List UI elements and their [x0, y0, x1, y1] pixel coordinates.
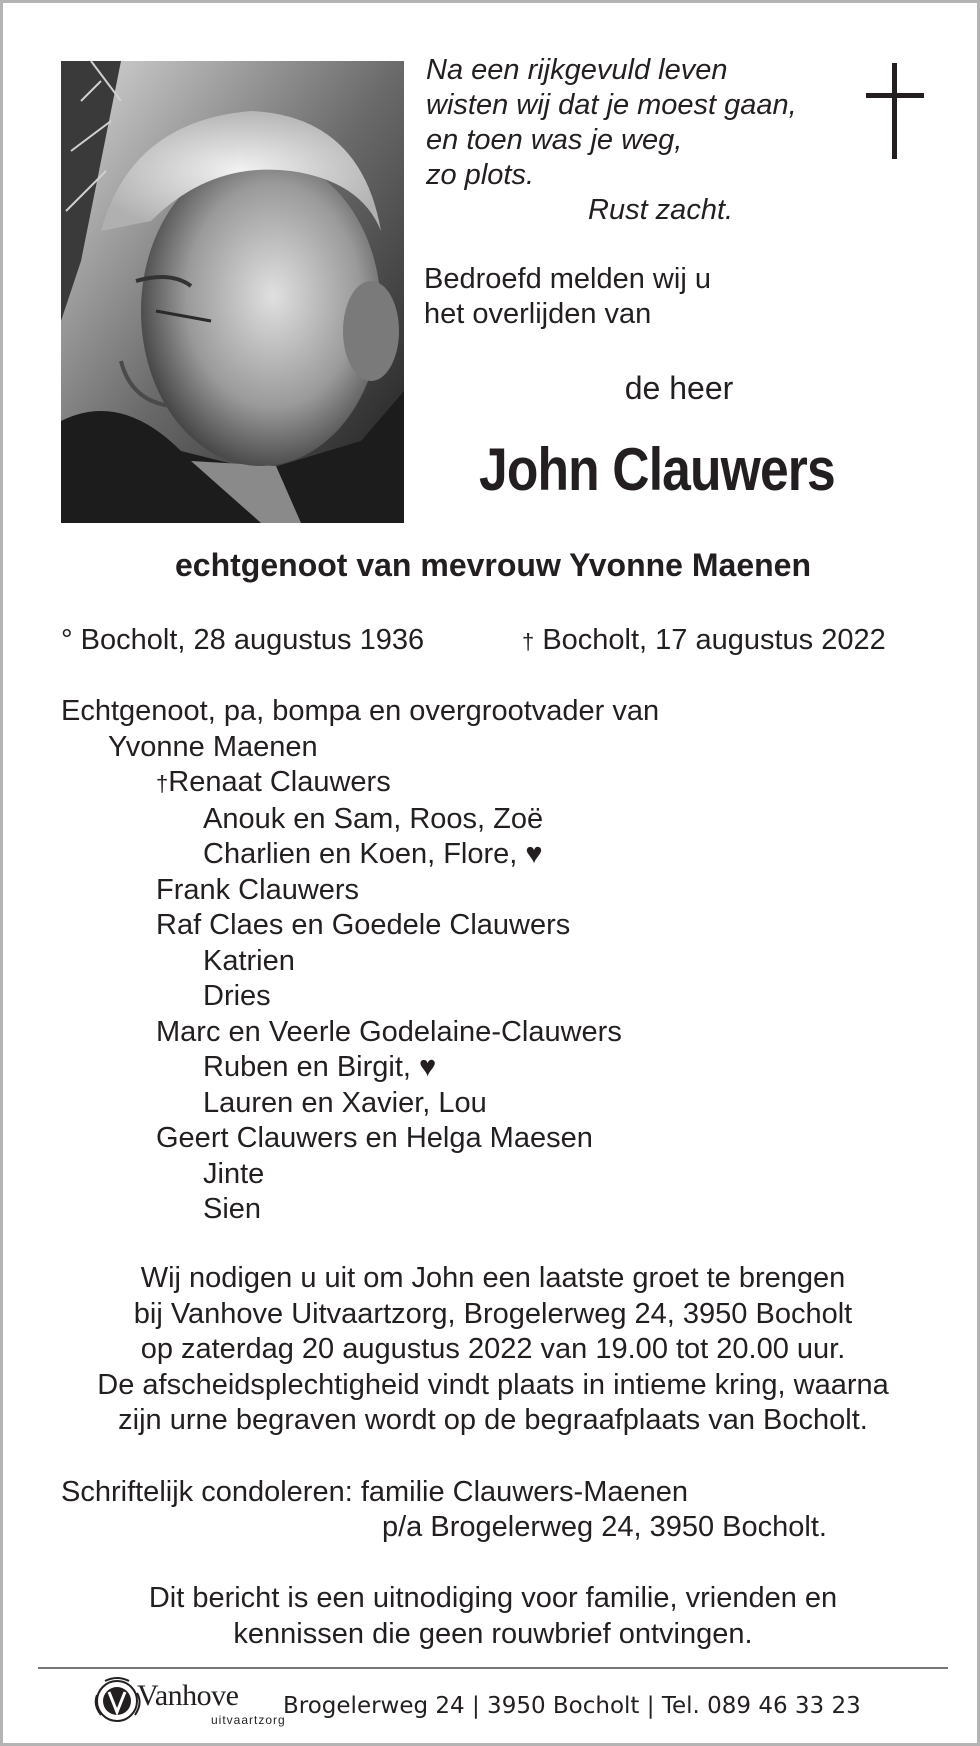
deceased-cross-icon: † — [156, 771, 169, 796]
poem-line: en toen was je weg, — [426, 124, 683, 156]
poem-line: wisten wij dat je moest gaan, — [426, 89, 797, 121]
intro-line: Bedroefd melden wij u — [424, 263, 711, 295]
invitation-line: op zaterdag 20 augustus 2022 van 19.00 tot 20.00 uur. — [140, 1333, 846, 1365]
grandchild-line: Lauren en Xavier, Lou — [203, 1086, 487, 1119]
death-date-place: Bocholt, 17 augustus 2022 — [542, 624, 886, 656]
invitation-text — [3, 1261, 980, 1439]
deceased-title: de heer — [624, 370, 734, 406]
notice-line: kennissen die geen rouwbrief ontvingen. — [233, 1617, 753, 1650]
child-name: Frank Clauwers — [156, 873, 360, 906]
vanhove-logo — [91, 1675, 286, 1727]
deceased-name: John Clauwers — [479, 436, 835, 503]
grandchild-line: Sien — [203, 1193, 262, 1225]
grandchild-line: Anouk en Sam, Roos, Zoë — [203, 802, 544, 835]
condolence-line: Schriftelijk condoleren: familie Clauwers-Maenen — [61, 1476, 688, 1508]
condolence-address — [61, 1475, 827, 1545]
poem — [426, 53, 797, 228]
notice-text — [3, 1581, 980, 1652]
vanhove-logo-icon — [91, 1675, 143, 1727]
cross-icon — [866, 63, 924, 163]
child-name: †Renaat Clauwers — [61, 765, 659, 802]
grandchild-line: Dries — [203, 980, 271, 1012]
child-name: Raf Claes en Goedele Clauwers — [156, 909, 571, 941]
invitation-line: Wij nodigen u uit om John een laatste groet te brengen — [140, 1262, 846, 1294]
death-cross-icon: † — [522, 629, 535, 654]
family-list — [61, 694, 659, 1228]
grandchild-line: Charlien en Koen, Flore, ♥ — [203, 838, 543, 870]
poem-closing: Rust zacht. — [588, 194, 734, 226]
invitation-line: bij Vanhove Uitvaartzorg, Brogelerweg 24, 3950 Bocholt — [133, 1297, 853, 1330]
invitation-line: zijn urne begraven wordt op de begraafplaats van Bocholt. — [118, 1404, 868, 1436]
birth-info — [61, 624, 424, 657]
poem-line: zo plots. — [426, 159, 534, 191]
intro-line: het overlijden van — [424, 298, 652, 330]
poem-line: Na een rijkgevuld leven — [426, 54, 728, 86]
grandchild-line: Ruben en Birgit, ♥ — [203, 1051, 437, 1083]
logo-subtitle: uitvaartzorg — [211, 1713, 286, 1727]
logo-brand: Vanhove — [137, 1679, 239, 1712]
invitation-line: De afscheidsplechtigheid vindt plaats in intieme kring, waarna — [97, 1368, 889, 1401]
condolence-address-line: p/a Brogelerweg 24, 3950 Bocholt. — [382, 1511, 827, 1543]
death-info — [522, 624, 886, 657]
child-name: Marc en Veerle Godelaine-Clauwers — [156, 1015, 622, 1048]
announcement-intro — [424, 262, 711, 332]
footer-contact: Brogelerweg 24 | 3950 Bocholt | Tel. 089 46 33 23 — [283, 1693, 861, 1719]
notice-line: Dit bericht is een uitnodiging voor familie, vrienden en — [148, 1582, 838, 1614]
grandchild-line: Jinte — [203, 1157, 265, 1190]
footer-divider — [38, 1667, 948, 1669]
grandchild-line: Katrien — [203, 944, 295, 977]
birth-symbol: ° — [61, 624, 73, 656]
spouse-line: echtgenoot van mevrouw Yvonne Maenen — [175, 547, 811, 583]
child-name: Geert Clauwers en Helga Maesen — [156, 1122, 593, 1154]
portrait-photo — [61, 61, 404, 523]
birth-date-place: Bocholt, 28 augustus 1936 — [80, 624, 425, 656]
wife-name: Yvonne Maenen — [108, 730, 318, 763]
family-heading: Echtgenoot, pa, bompa en overgrootvader van — [61, 695, 660, 727]
